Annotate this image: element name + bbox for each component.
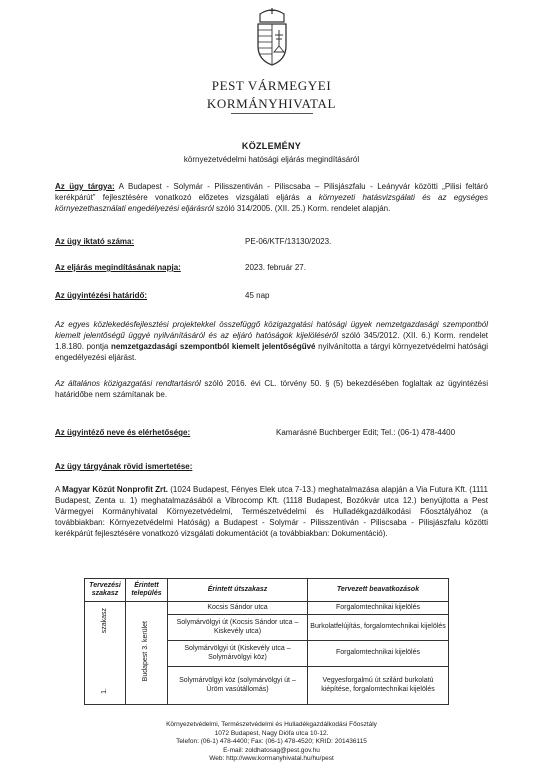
table-header-cell: Érintett település (126, 579, 168, 602)
header-divider (231, 113, 313, 114)
officer-value: Kamarásné Buchberger Edit; Tel.: (06-1) 478-4400 (276, 428, 456, 437)
subject-paragraph (55, 181, 488, 214)
segment-cell: Solymárvölgyi út (Kocsis Sándor utca – Kiskevély utca) (168, 615, 308, 641)
footer-phone: Telefon: (06-1) 478-4400; Fax: (06-1) 478-4520; KRID: 201436115 (176, 738, 367, 745)
table-header-cell: Tervezési szakasz (85, 579, 126, 602)
document-title: KÖZLEMÉNY (241, 141, 302, 151)
sections-table (84, 578, 449, 705)
action-cell: Forgalomtechnikai kijelölés (308, 641, 449, 667)
case-number-value: PE-06/KTF/13130/2023. (245, 237, 332, 246)
subject-text-end: szóló 314/2005. (XII. 25.) Korm. rendelet alapján. (213, 204, 391, 213)
summary-text: (1024 Budapest, Fényes Elek utca 7-13.) meghatalmazása alapján a Via Futura Kft. (1111 Budapest, Zenta u. 1) meghatalmazásából a Vibrocomp Kft. (1118 Budapest, Bozókvár utca 12.) benyújtotta a Pest Vármegyei Kormányhivatal Környezetvédelmi, Természetvédelmi és Hulladékgazdálkodási Főosztályához (a továbbiakban: Környezetvédelmi Hatóság) a Budapest - Solymár - Pilisszentiván - Piliscsaba - Pilisjászfalu közötti kerékpárút fejlesztésére vonatkozó vizsgálati dokumentációt (a továbbiakban: Dokumentáció). (55, 485, 488, 538)
table-header-cell: Érintett útszakasz (168, 579, 308, 602)
start-date-value: 2023. február 27. (245, 263, 306, 272)
table-header-cell: Tervezett beavatkozások (308, 579, 449, 602)
start-date-label: Az eljárás megindításának napja: (55, 263, 181, 272)
summary-label: Az ügy tárgyának rövid ismertetése: (55, 462, 193, 471)
summary-text-start: A (55, 485, 63, 494)
footer-department: Környezetvédelmi, Természetvédelmi és Hulladékgazdálkodási Főosztály (166, 721, 377, 728)
document-subtitle: környezetvédelmi hatósági eljárás megindításáról (183, 155, 360, 164)
priority-law-title: Az egyes közlekedésfejlesztési projektekkel összefüggő közigazgatási hatósági ügyek nemzetgazdasági szempontból kiemelt jelentőségű üggyé nyilvánításáról és az eljáró hatóságok kijelöléséről (55, 320, 488, 340)
deadline-value: 45 nap (245, 291, 270, 300)
footer-email: E-mail: zoldhatosag@pest.gov.hu (223, 746, 320, 754)
priority-text: szóló 345/2012. (XII. 6.) Korm. rendelet 1.8.180. pontja (55, 331, 489, 351)
section-word: szakasz (101, 608, 108, 634)
table-header-row (85, 579, 449, 602)
law-paragraph (55, 378, 488, 400)
deadline-label: Az ügyintézési határidő: (55, 291, 148, 300)
section-number: 1. (101, 688, 108, 694)
action-cell: Vegyesforgalmú út szilárd burkolatú kiépítése, forgalomtechnikai kijelölés (308, 667, 449, 705)
action-cell: Burkolatfelújítás, forgalomtechnikai kijelölés (308, 615, 449, 641)
segment-cell: Solymárvölgyi út (Kiskevély utca – Solymárvölgyi köz) (168, 641, 308, 667)
summary-paragraph (55, 484, 488, 539)
org-name-line2: KORMÁNYHIVATAL (206, 96, 337, 111)
subject-label: Az ügy tárgya: (55, 182, 115, 191)
org-name-line1: PEST VÁRMEGYEI (211, 78, 332, 93)
footer-address: 1072 Budapest, Nagy Diófa utca 10-12. (214, 729, 329, 737)
law-title: Az általános közigazgatási rendtartásról (55, 379, 201, 388)
section-cell (85, 602, 126, 705)
settlement-name: Budapest 3. kerület (142, 621, 150, 682)
table-row (85, 602, 449, 615)
case-number-label: Az ügy iktató száma: (55, 237, 135, 246)
priority-text-end: nyilvánította a tárgyi környezetvédelmi hatósági engedélyezési eljárást. (55, 342, 489, 362)
subject-law-title: a környezeti hatásvizsgálati és az egységes környezethasználati engedélyezési eljárásról (55, 193, 488, 213)
action-cell: Forgalomtechnikai kijelölés (308, 602, 449, 615)
settlement-cell (126, 602, 168, 705)
law-text: szóló 2016. évi CL. törvény 50. § (5) bekezdésében foglaltak az ügyintézési határidőbe nem számítanak be. (55, 379, 488, 399)
segment-cell: Kocsis Sándor utca (168, 602, 308, 615)
priority-paragraph (55, 319, 488, 363)
segment-cell: Solymárvölgyi köz (solymárvölgyi út – Üröm vasútállomás) (168, 667, 308, 705)
summary-company: Magyar Közút Nonprofit Zrt. (62, 485, 169, 494)
hungarian-coat-of-arms-icon (254, 8, 290, 66)
subject-text: A Budapest - Solymár - Pilisszentiván - Piliscsaba – Pilisjászfalu - Leányvár közötti „Pilisi feltáró kerékpárút” fejlesztésére vonatkozó előzetes vizsgálati eljárás (55, 182, 488, 202)
footer-web: Web: http://www.kormanyhivatal.hu/hu/pest (209, 755, 334, 762)
priority-bold-text: nemzetgazdasági szempontból kiemelt jelentőségűvé (111, 342, 316, 351)
officer-label: Az ügyintéző neve és elérhetősége: (55, 428, 191, 437)
